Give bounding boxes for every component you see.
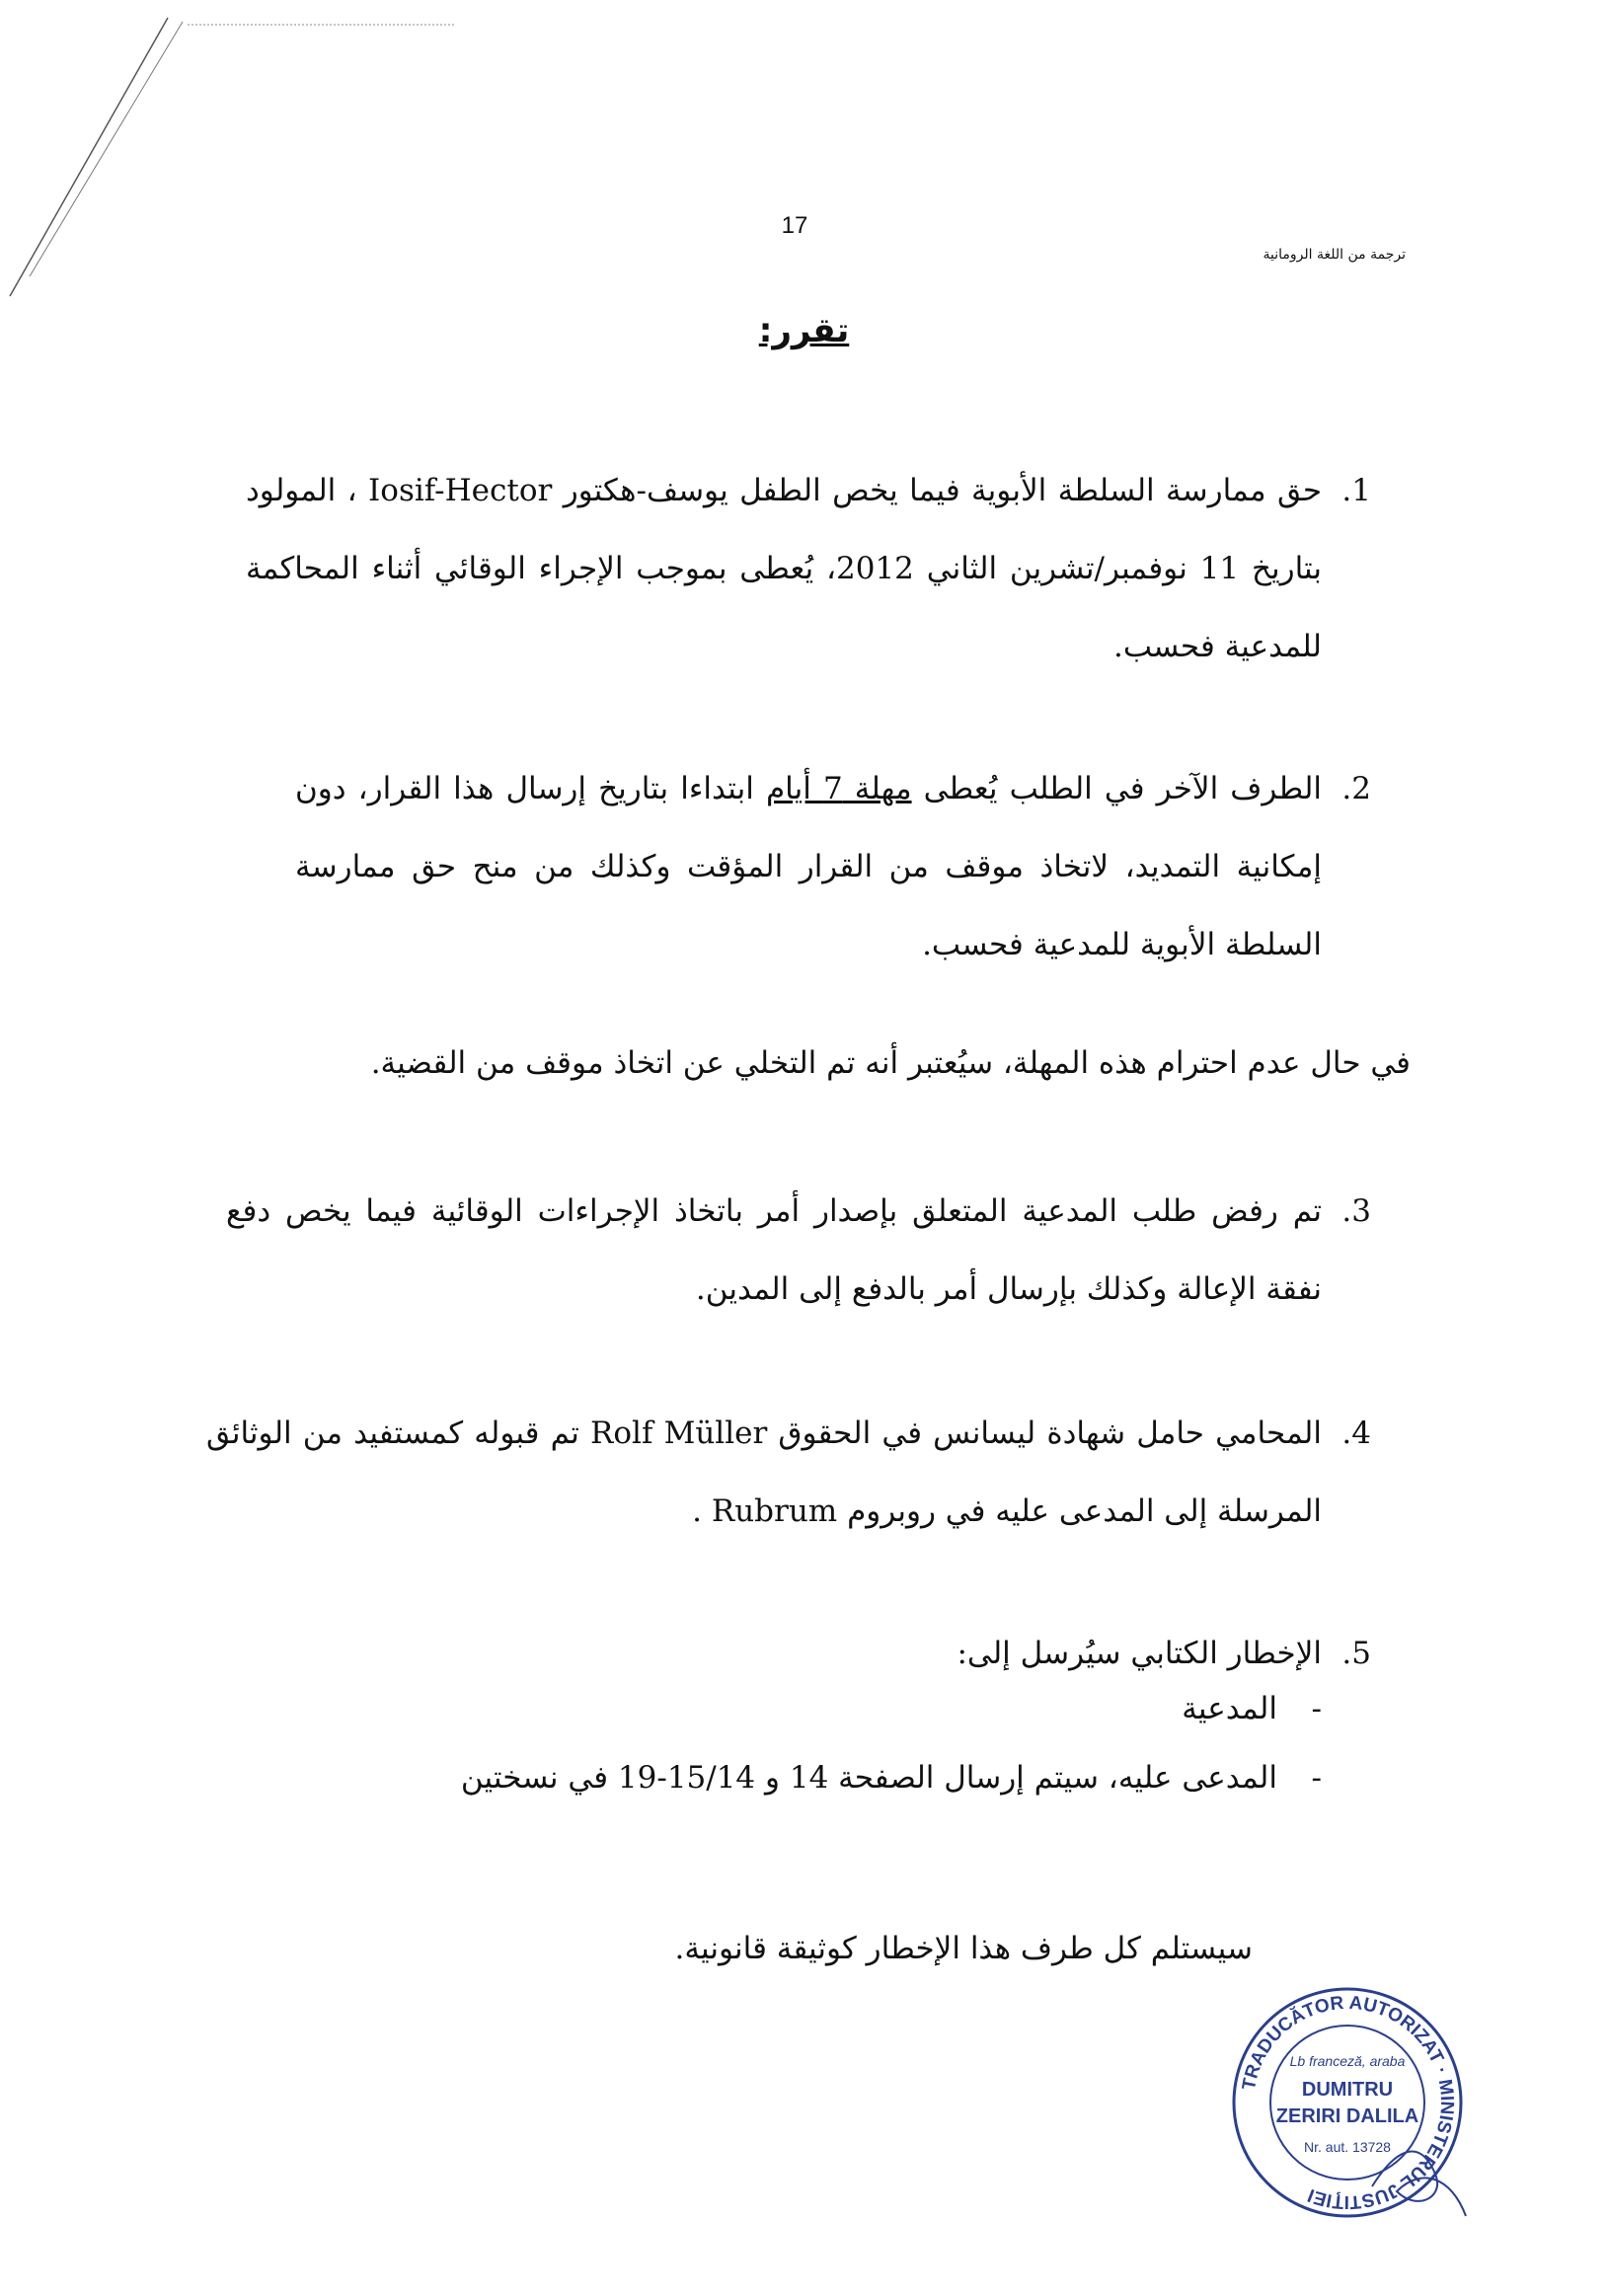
scan-diagonal-line <box>10 18 168 296</box>
deadline-underlined: مهلة 7 أيام <box>765 771 912 806</box>
translator-stamp <box>1224 1979 1471 2226</box>
decision-heading: تقرر: <box>758 311 850 350</box>
stamp-authorization: Nr. aut. 13728 <box>1304 2139 1391 2155</box>
item-text: تم رفض طلب المدعية المتعلق بإصدار أمر باتخاذ الإجراءات الوقائية فيما يخص دفع نفقة الإعالة وكذلك بإرسال أمر بالدفع إلى المدين. <box>226 1193 1322 1307</box>
item-number: 4. <box>1341 1416 1371 1451</box>
consequence-note: في حال عدم احترام هذه المهلة، سيُعتبر أنه تم التخلي عن اتخاذ موقف من القضية. <box>370 1045 1411 1081</box>
bullet-dash: - <box>1311 1691 1322 1726</box>
translation-note: ترجمة من اللغة الرومانية <box>1263 247 1406 263</box>
decision-item-4 <box>206 1395 1371 1551</box>
stamp-ring-text: TRADUCĂTOR AUTORIZAT · MINISTERUL JUSTIŢIEI <box>1238 1992 1458 2213</box>
bullet-dash: - <box>1311 1760 1322 1796</box>
decision-item-2 <box>295 750 1371 984</box>
recipient-bullet-1 <box>335 1674 1322 1743</box>
item-text <box>295 750 1322 984</box>
item-text: المحامي حامل شهادة ليسانس في الحقوق Rolf Müller تم قبوله كمستفيد من الوثائق المرسلة إلى المدعى عليه في روبروم Rubrum . <box>206 1416 1322 1529</box>
item-text: حق ممارسة السلطة الأبوية فيما يخص الطفل يوسف-هكتور Iosif-Hector ، المولود بتاريخ 11 نوفمبر/تشرين الثاني 2012، يُعطى بموجب الإجراء الوقائي أثناء المحاكمة للمدعية فحسب. <box>246 473 1323 664</box>
item-number: 5. <box>1341 1636 1371 1671</box>
stamp-name-line-2: ZERIRI DALILA <box>1275 2105 1419 2127</box>
stamp-name-line-1: DUMITRU <box>1301 2079 1394 2101</box>
page-number: 17 <box>781 212 808 239</box>
item-number: 1. <box>1341 473 1371 508</box>
decision-item-1 <box>246 452 1371 686</box>
closing-statement: سيستلم كل طرف هذا الإخطار كوثيقة قانونية. <box>674 1931 1253 1966</box>
stamp-inner-ring <box>1270 2026 1424 2180</box>
item-number: 2. <box>1341 771 1371 806</box>
stamp-outer-ring <box>1234 1989 1461 2216</box>
recipient-text: المدعى عليه، سيتم إرسال الصفحة 14 و 15/14-19 في نسختين <box>460 1760 1277 1796</box>
decision-item-3 <box>226 1173 1371 1329</box>
scan-diagonal-line <box>30 22 183 276</box>
item-text-part: الطرف الآخر في الطلب يُعطى <box>911 771 1323 806</box>
item-text-part: ابتداءا بتاريخ إرسال هذا القرار، دون إمكانية التمديد، لاتخاذ موقف من القرار المؤقت وكذلك من منح حق ممارسة السلطة الأبوية للمدعية فحسب. <box>295 771 1322 962</box>
recipient-bullet-2 <box>335 1743 1322 1812</box>
recipient-text: المدعية <box>1182 1691 1277 1726</box>
item-text: الإخطار الكتابي سيُرسل إلى: <box>957 1636 1322 1671</box>
stamp-languages: Lb franceză, araba <box>1289 2053 1406 2069</box>
item-number: 3. <box>1341 1193 1371 1229</box>
